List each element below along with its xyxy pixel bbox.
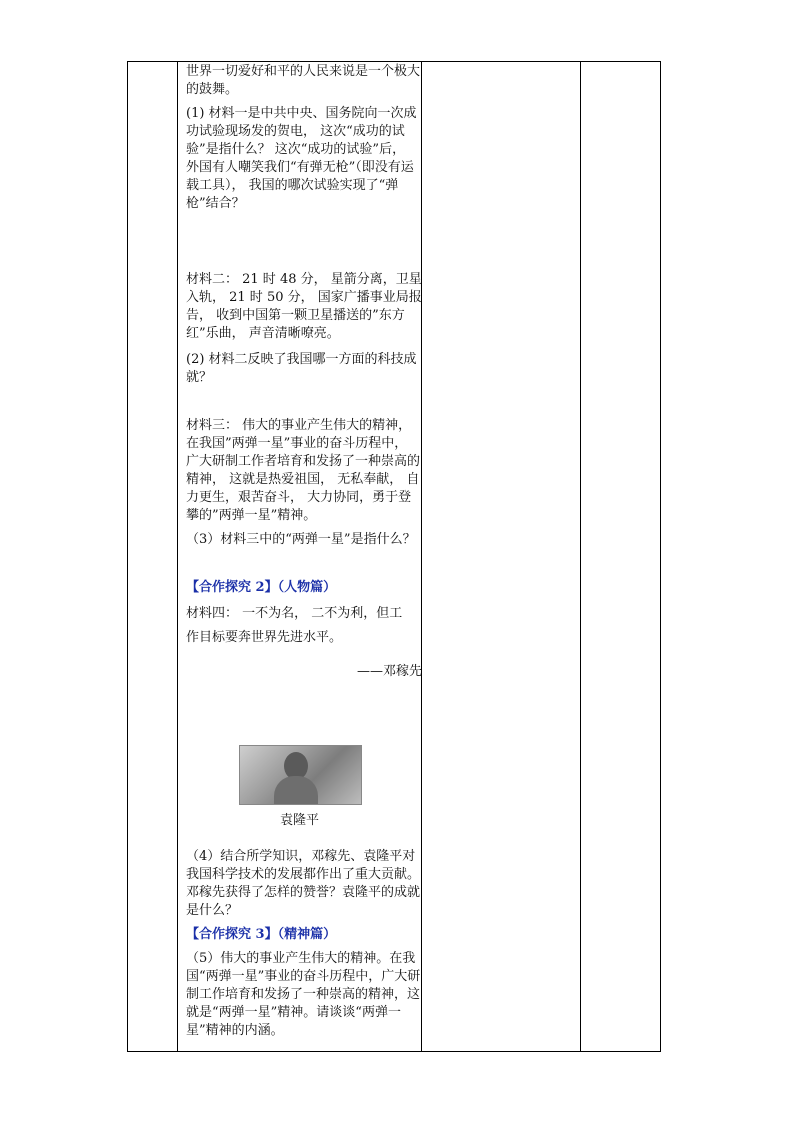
question-2: (2) 材料二反映了我国哪一方面的科技成就？ (186, 352, 417, 385)
material-2: 材料二： 21 时 48 分， 星箭分离，卫星入轨， 21 时 50 分， 国家广播事业局报告， 收到中国第一颗卫星播送的”东方红”乐曲， 声音清晰嘹亮。 (186, 272, 422, 341)
photo-caption: 袁隆平 (279, 813, 319, 828)
content-column (186, 61, 422, 681)
material-4-line-2: 作目标要奔世界先进水平。 (186, 630, 343, 645)
question-4: （4）结合所学知识，邓稼先、袁隆平对我国科学技术的发展都作出了重大贡献。邓稼先获得了怎样的赞誉？袁隆平的成就是什么？ (186, 849, 421, 918)
section-heading-2: 【合作探究 2】（人物篇） (186, 580, 337, 595)
portrait-body (274, 776, 318, 805)
material-4-signature: ——邓稼先 (356, 664, 422, 679)
column-divider (580, 62, 581, 1051)
intro-text: 世界一切爱好和平的人民来说是一个极大的鼓舞。 (186, 64, 421, 97)
section-heading-3: 【合作探究 3】（精神篇） (186, 927, 337, 942)
content-column-lower (186, 848, 422, 1040)
column-divider (177, 62, 178, 1051)
question-3: （3）材料三中的“两弹一星”是指什么？ (186, 532, 416, 547)
question-5: （5）伟大的事业产生伟大的精神。在我国“两弹一星”事业的奋斗历程中，广大研制工作培育和发扬了一种崇高的精神，这就是“两弹一星”精神。请谈谈“两弹一星”精神的内涵。 (186, 951, 421, 1038)
material-3: 材料三： 伟大的事业产生伟大的精神， 在我国”两弹一星”事业的奋斗历程中， 广大研制工作者培育和发扬了一种崇高的精神， 这就是热爱祖国， 无私奉献， 自力更生，艰苦奋斗， 大力协同，勇于登攀的”两弹一星”精神。 (186, 418, 421, 523)
portrait-photo (239, 745, 362, 805)
question-1: (1) 材料一是中共中央、国务院向一次成功试验现场发的贺电， 这次“成功的试验”是指什么？ 这次“成功的试验”后， 外国有人嘲笑我们“有弹无枪”（即没有运载工具）， 我国的哪次试验实现了“弹枪”结合？ (186, 106, 417, 211)
material-4-line-1: 材料四： 一不为名， 二不为利，但工 (186, 606, 403, 621)
